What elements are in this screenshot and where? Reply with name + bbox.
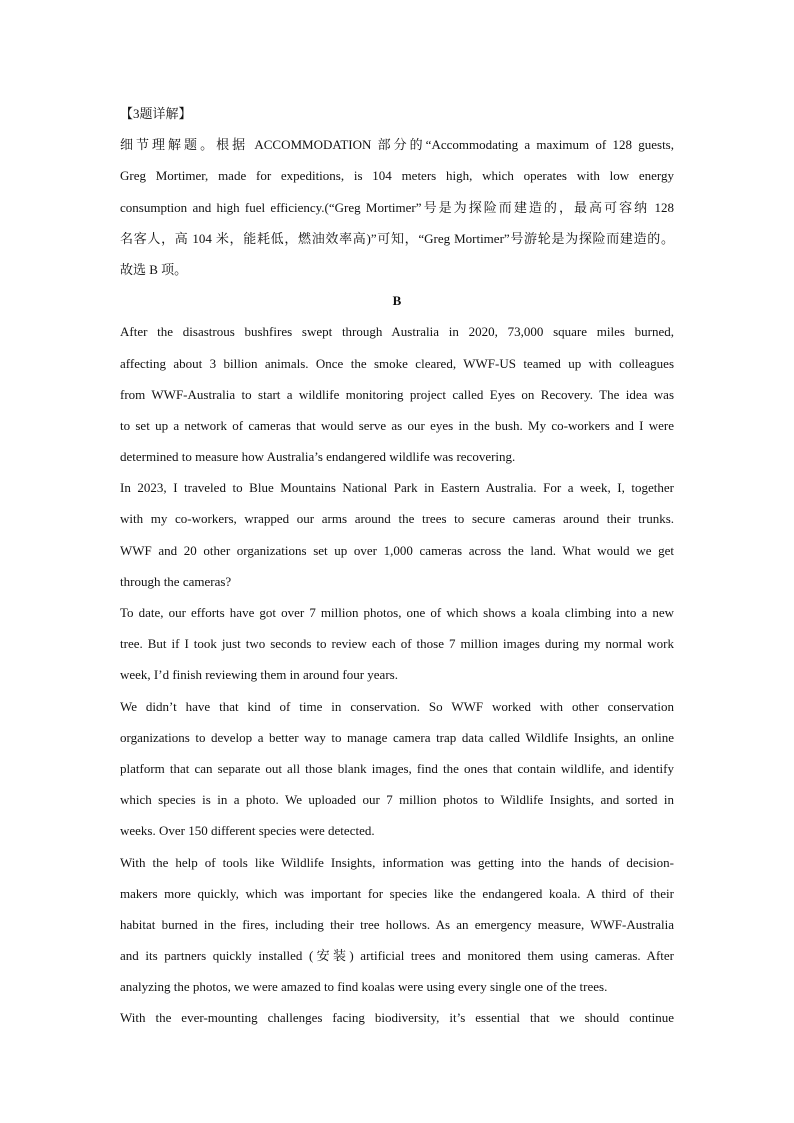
section-label: B [392, 293, 402, 309]
passage-line: With the help of tools like Wildlife Insights, information was getting into the hands of decision- [120, 854, 674, 870]
answer-heading: 【3题详解】 [120, 106, 192, 121]
passage-line: affecting about 3 billion animals. Once the smoke cleared, WWF-US teamed up with colleagues [120, 355, 674, 371]
passage-line: In 2023, I traveled to Blue Mountains National Park in Eastern Australia. For a week, I, together [120, 480, 674, 496]
passage-line: tree. But if I took just two seconds to review each of those 7 million images during my normal work [120, 636, 674, 652]
passage-line: analyzing the photos, we were amazed to find koalas were using every single one of the trees. [120, 979, 608, 995]
document-page [120, 98, 674, 1034]
passage-line: with my co-workers, wrapped our arms around the trees to secure cameras around their trunks. [120, 511, 674, 527]
passage-line: habitat burned in the fires, including their tree hollows. As an emergency measure, WWF-Australia [120, 916, 674, 932]
passage-line: With the ever-mounting challenges facing biodiversity, it’s essential that we should continue [120, 1010, 674, 1026]
passage-line: and its partners quickly installed (安装) artificial trees and monitored them using cameras. After [120, 948, 674, 964]
explanation-line: 细节理解题。根据 ACCOMMODATION 部分的“Accommodating a maximum of 128 guests, [120, 137, 674, 153]
passage-line: from WWF-Australia to start a wildlife monitoring project called Eyes on Recovery. The idea was [120, 386, 674, 402]
passage-line: which species is in a photo. We uploaded our 7 million photos to Wildlife Insights, and sorted in [120, 792, 674, 808]
passage-line: week, I’d finish reviewing them in around four years. [120, 667, 398, 683]
explanation-line: consumption and high fuel efficiency.(“Greg Mortimer”号是为探险而建造的，最高可容纳 128 [120, 199, 674, 215]
passage-line: to set up a network of cameras that would serve as our eyes in the bush. My co-workers and I were [120, 417, 674, 433]
passage-line: platform that can separate out all those blank images, find the ones that contain wildlife, and identify [120, 760, 674, 776]
passage-line: weeks. Over 150 different species were detected. [120, 823, 375, 839]
passage-line: To date, our efforts have got over 7 million photos, one of which shows a koala climbing into a new [120, 605, 674, 620]
explanation-line: Greg Mortimer, made for expeditions, is 104 meters high, which operates with low energy [120, 168, 674, 184]
explanation-line: 名客人，高 104 米，能耗低，燃油效率高)”可知，“Greg Mortimer”号游轮是为探险而建造的。 [120, 230, 674, 246]
passage-line: makers more quickly, which was important for species like the endangered koala. A third of their [120, 885, 674, 901]
passage-line: After the disastrous bushfires swept through Australia in 2020, 73,000 square miles burned, [120, 324, 674, 340]
passage-line: through the cameras? [120, 573, 232, 589]
passage-line: WWF and 20 other organizations set up over 1,000 cameras across the land. What would we get [120, 542, 674, 558]
passage-line: We didn’t have that kind of time in conservation. So WWF worked with other conservation [120, 698, 674, 714]
passage-line: determined to measure how Australia’s endangered wildlife was recovering. [120, 449, 516, 465]
explanation-line: 故选 B 项。 [120, 261, 188, 277]
passage-line: organizations to develop a better way to manage camera trap data called Wildlife Insights, an online [120, 729, 674, 745]
